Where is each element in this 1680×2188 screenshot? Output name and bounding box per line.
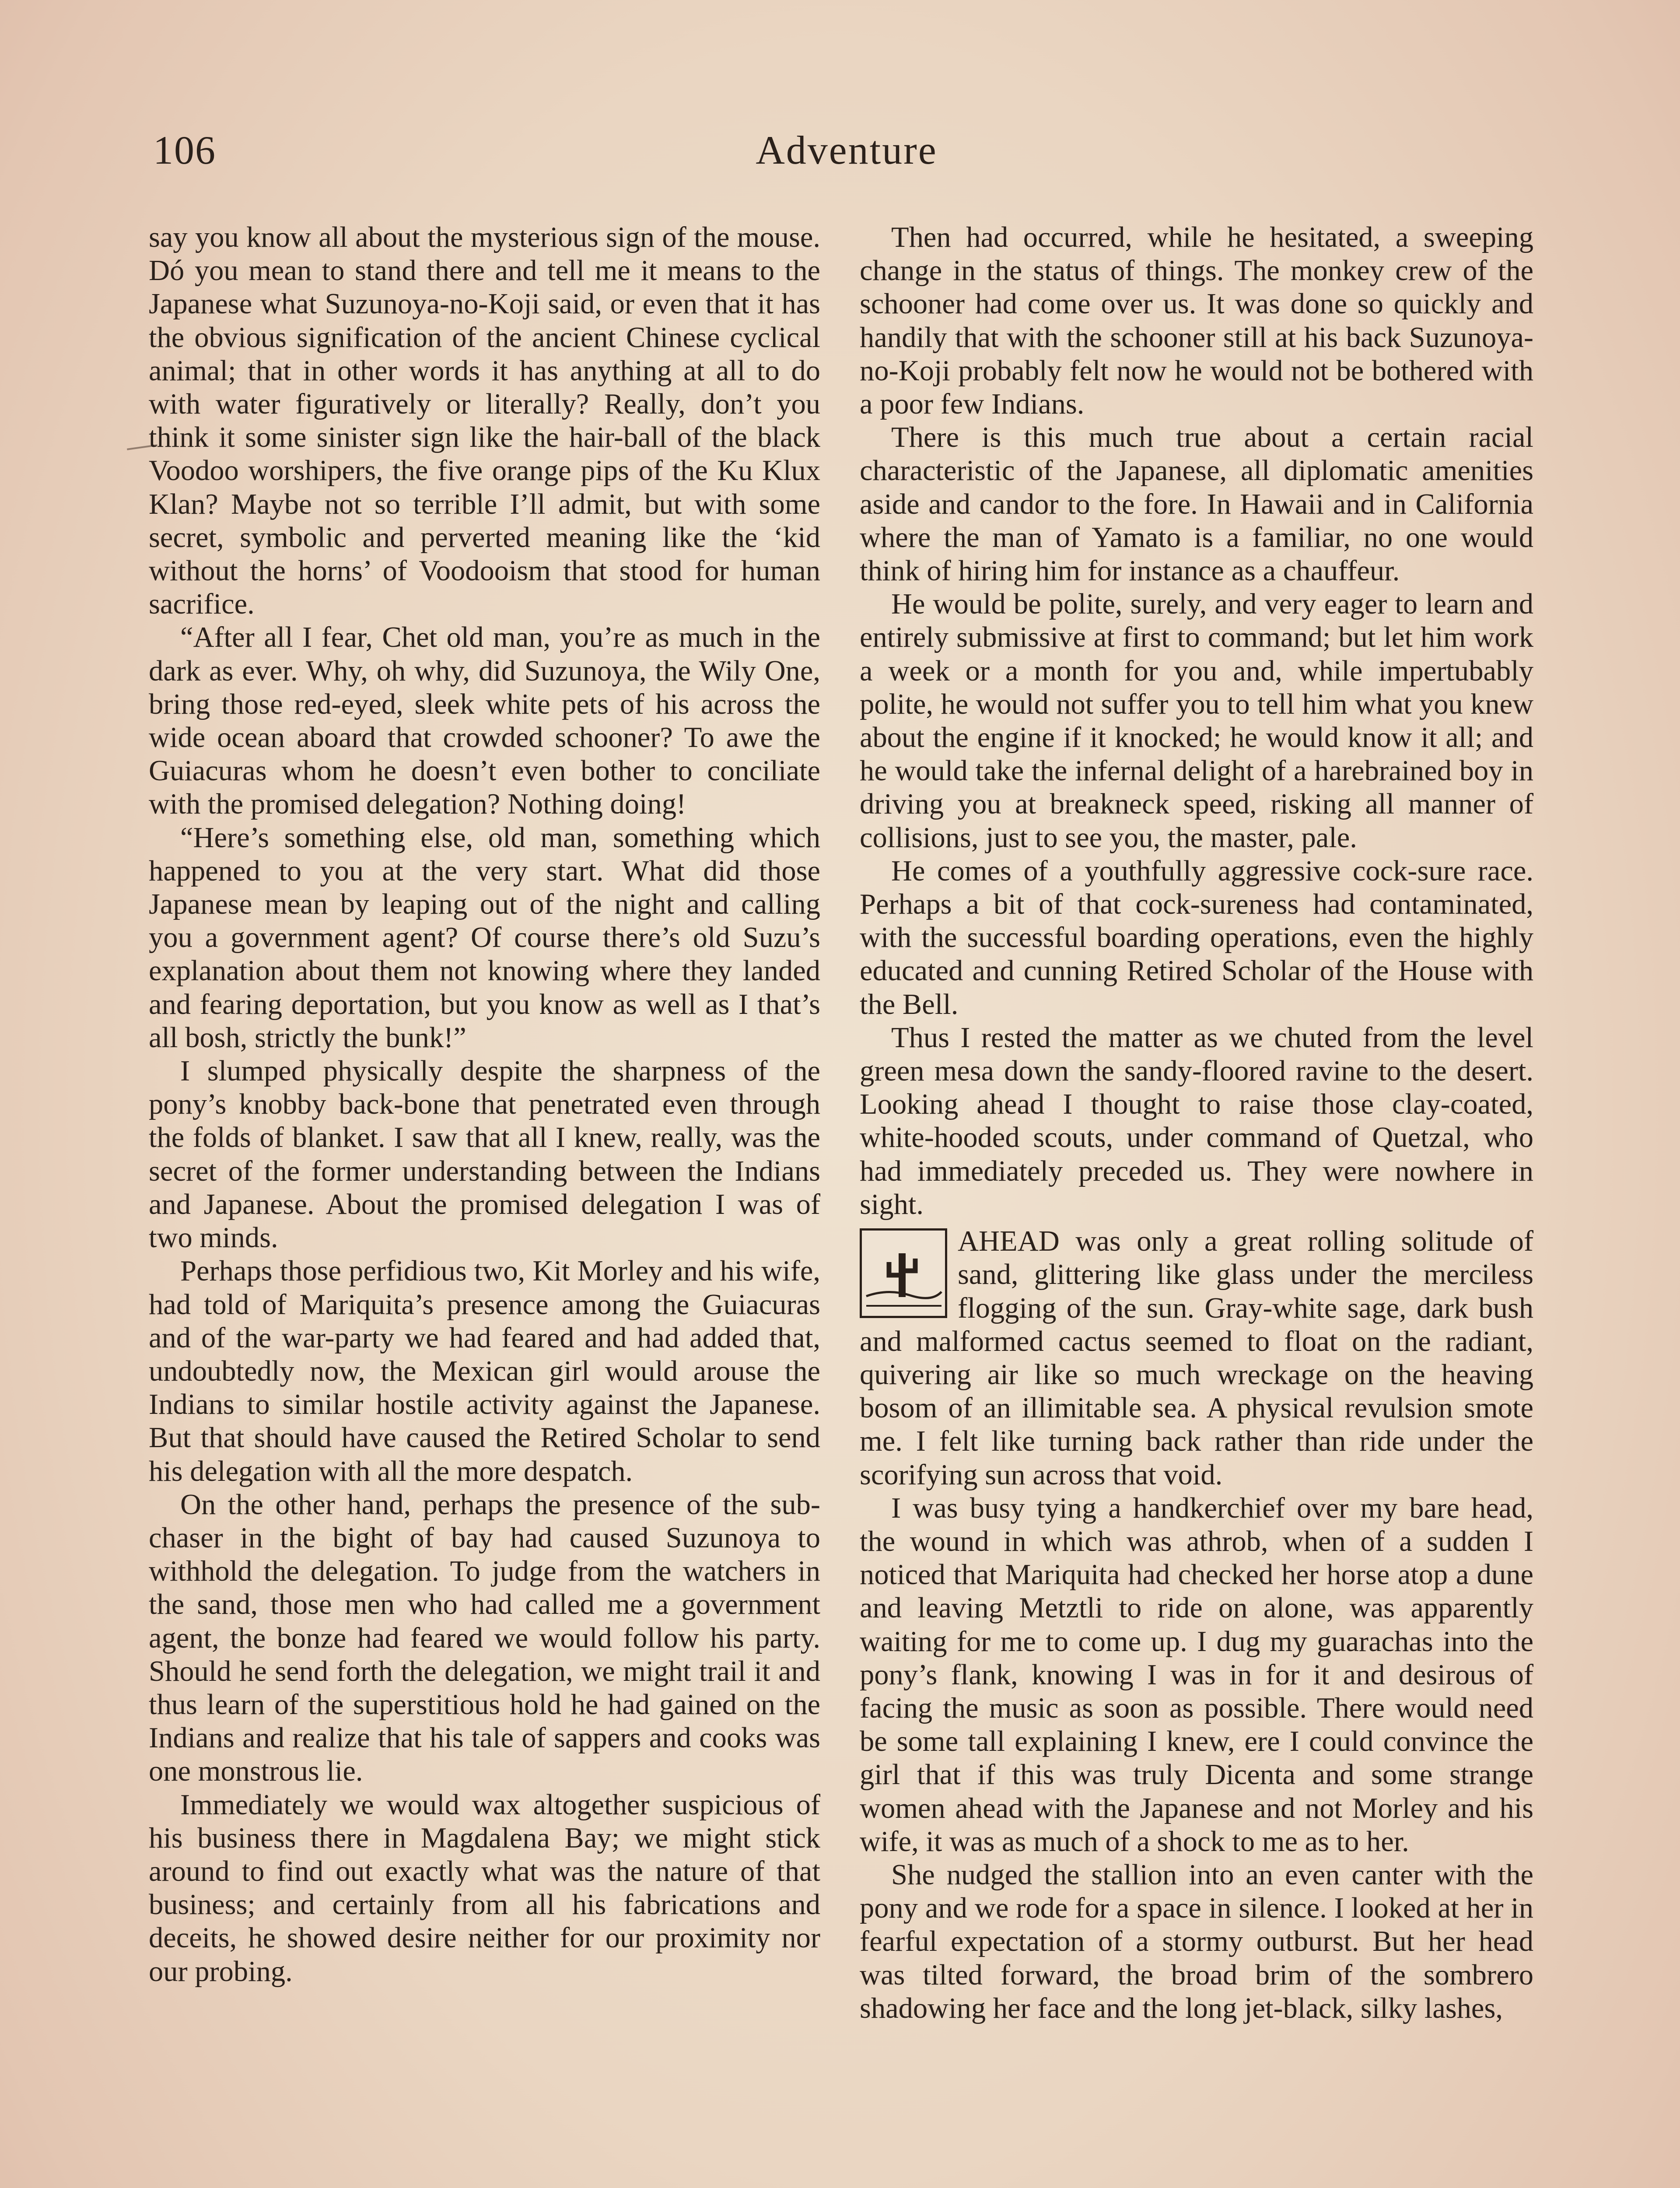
paragraph: Then had occurred, while he hesitated, a sweeping change in the status of things. The monkey crew of the schooner had come over us. It was done so quickly and handily that with the schooner still at his back Suzunoya-no-Koji probably felt now he would not be bothered with a poor few Indians. [860,221,1533,421]
left-column [149,221,820,1988]
section-opening-text: AHEAD was only a great rolling solitude of sand, glittering like glass under the merciless flogging of the sun. Gray-white sage, dark bush and malformed cactus seemed to float on the radiant, quivering air like so much wreckage on the heaving bosom of an illimitable sea. A physical revulsion smote me. I felt like turning back rather than ride under the scorifying sun across that void. [860,1225,1533,1491]
magazine-title: Adventure [756,128,938,172]
paragraph: “Here’s something else, old man, something which happened to you at the very start. What did those Japanese mean by leaping out of the night and calling you a government agent? Of course there’s old Suzu’s explanation about them not knowing where they landed and fearing deportation, but you know as well as I that’s all bosh, strictly the bunk!” [149,821,820,1054]
right-column [860,221,1533,2025]
desert-cactus-ornament-icon [860,1228,947,1318]
paragraph: Thus I rested the matter as we chuted from the level green mesa down the sandy-floored ravine to the desert. Looking ahead I thought to raise those clay-coated, white-hooded scouts, under command of Quetzal, who had immediately preceded us. They were nowhere in sight. [860,1021,1533,1220]
page-number: 106 [153,128,216,172]
paragraph: He comes of a youthfully aggressive cock-sure race. Perhaps a bit of that cock-sureness had contaminated, with the successful boarding operations, even the highly educated and cunning Retired Scholar of the House with the Bell. [860,855,1533,1020]
paragraph: Immediately we would wax altogether suspicious of his business there in Magdalena Bay; we might stick around to find out exactly what was the nature of that business; and certainly from all his fabrications and deceits, he showed desire neither for our proximity nor our probing. [149,1788,820,1988]
paragraph: I was busy tying a handkerchief over my bare head, the wound in which was athrob, when of a sudden I noticed that Mariquita had checked her horse atop a dune and leaving Metztli to ride on alone, was apparently waiting for me to come up. I dug my guarachas into the pony’s flank, knowing I was in for it and desirous of facing the music as soon as possible. There would need be some tall explaining I knew, ere I could convince the girl that if this was truly Dicenta and some strange women ahead with the Japanese and not Morley and his wife, it was as much of a shock to me as to her. [860,1492,1533,1858]
paragraph: “After all I fear, Chet old man, you’re as much in the dark as ever. Why, oh why, did Suzunoya, the Wily One, bring those red-eyed, sleek white pets of his across the wide ocean aboard that crowded schooner? To awe the Guiacuras whom he doesn’t even bother to conciliate with the promised delegation? Nothing doing! [149,621,820,820]
paragraph: She nudged the stallion into an even canter with the pony and we rode for a space in silence. I looked at her in fearful expectation of a stormy outburst. But her head was tilted forward, the broad brim of the sombrero shadowing her face and the long jet-black, silky lashes, [860,1858,1533,2024]
paragraph: Perhaps those perfidious two, Kit Morley and his wife, had told of Mariquita’s presence among the Guiacuras and of the war-party we had feared and had added that, undoubtedly now, the Mexican girl would arouse the Indians to similar hostile activity against the Japanese. But that should have caused the Retired Scholar to send his delegation with all the more despatch. [149,1255,820,1487]
paragraph: say you know all about the mysterious sign of the mouse. Dó you mean to stand there and tell me it means to the Japanese what Suzunoya-no-Koji said, or even that it has the obvious signification of the ancient Chinese cyclical animal; that in other words it has anything at all to do with water figuratively or literally? Really, don’t you think it some sinister sign like the hair-ball of the black Voodoo worshipers, the five orange pips of the Ku Klux Klan? Maybe not so terrible I’ll admit, but with some secret, symbolic and perverted meaning like the ‘kid without the horns’ of Voodooism that stood for human sacrifice. [149,221,820,621]
page-header [153,127,1540,184]
paragraph: On the other hand, perhaps the presence of the sub-chaser in the bight of bay had caused Suzunoya to withhold the delegation. To judge from the watchers in the sand, those men who had called me a government agent, the bonze had feared we would follow his party. Should he send forth the delegation, we might trail it and thus learn of the superstitious hold he had gained on the Indians and realize that his tale of sappers and cooks was one monstrous lie. [149,1488,820,1788]
paragraph: I slumped physically despite the sharpness of the pony’s knobby back-bone that penetrated even through the folds of blanket. I saw that all I knew, really, was the secret of the former understanding between the Indians and Japanese. About the promised delegation I was of two minds. [149,1055,820,1254]
paragraph: There is this much true about a certain racial characteristic of the Japanese, all diplomatic amenities aside and candor to the fore. In Hawaii and in California where the man of Yamato is a familiar, no one would think of hiring him for instance as a chauffeur. [860,421,1533,587]
paragraph: He would be polite, surely, and very eager to learn and entirely submissive at first to command; but let him work a week or a month for you and, while impertubably polite, he would not suffer you to tell him what you knew about the engine if it knocked; he would know it all; and he would take the infernal delight of a harebrained boy in driving you at breakneck speed, risking all manner of collisions, just to see you, the master, pale. [860,588,1533,854]
section-opening-paragraph [860,1225,1533,1492]
